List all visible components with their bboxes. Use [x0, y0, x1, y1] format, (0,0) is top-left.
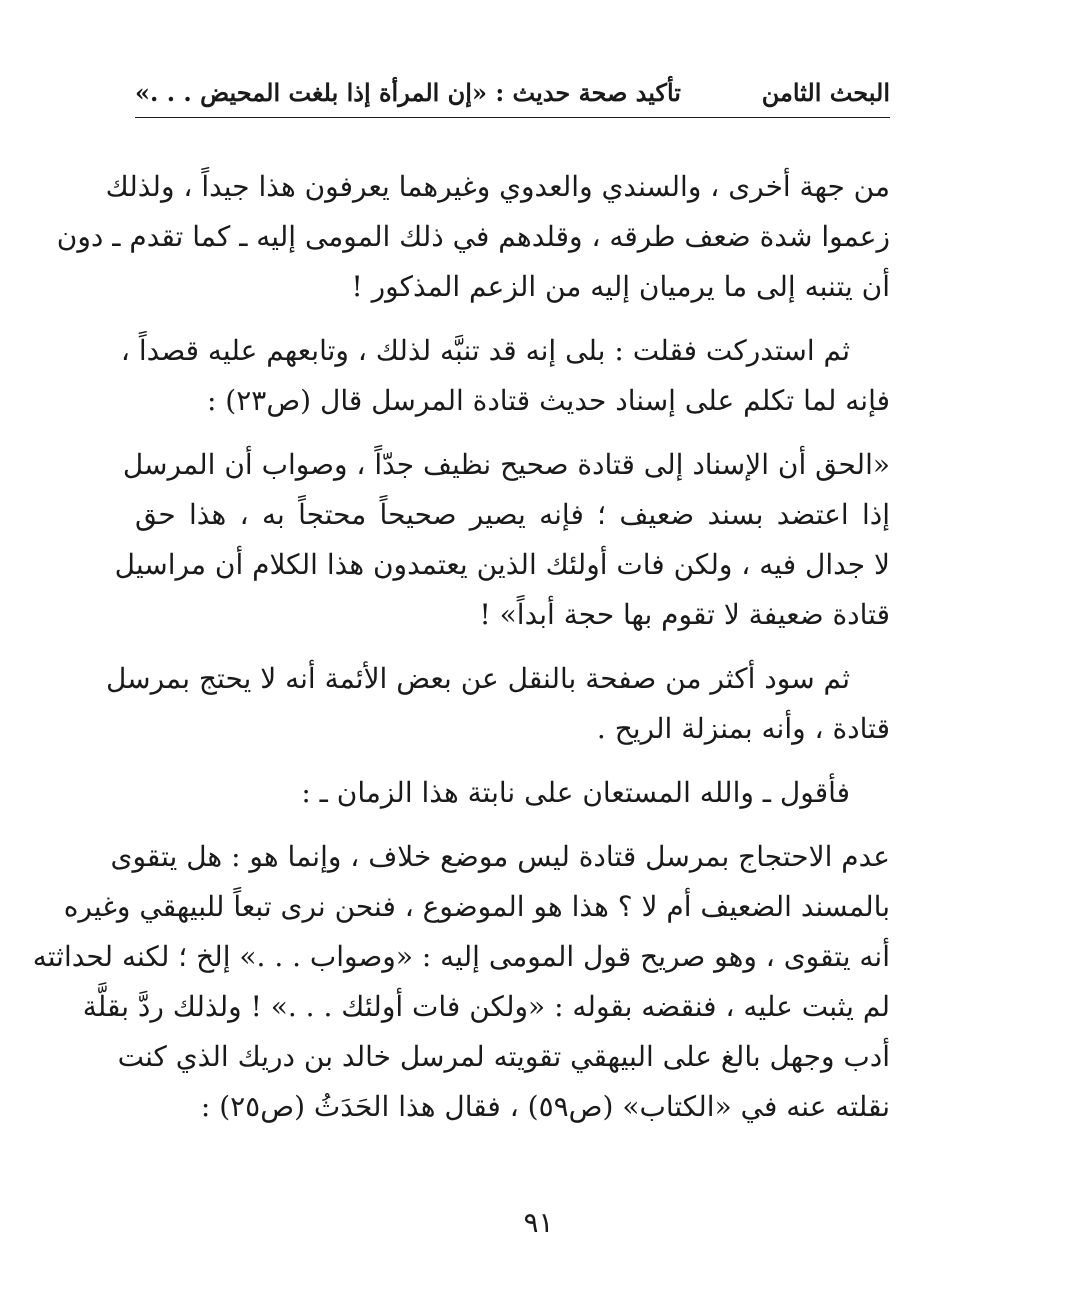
text-line: أدب وجهل بالغ على البيهقي تقويته لمرسل خالد بن دريك الذي كنت — [117, 1040, 890, 1073]
running-title: تأكيد صحة حديث : «إن المرأة إذا بلغت المحيض . . .» — [135, 78, 681, 107]
text-line: بالمسند الضعيف أم لا ؟ هذا هو الموضوع ، فنحن نرى تبعاً للبيهقي وغيره — [63, 890, 890, 923]
text-line: من جهة أخرى ، والسندي والعدوي وغيرهما يعرفون هذا جيداً ، ولذلك — [105, 170, 890, 203]
header-divider — [135, 117, 890, 118]
running-header — [135, 72, 890, 116]
text-line: نقلته عنه في «الكتاب» (ص٥٩) ، فقال هذا الحَدَثُ (ص٢٥) : — [200, 1090, 890, 1123]
text-line: ثم سود أكثر من صفحة بالنقل عن بعض الأئمة أنه لا يحتج بمرسل — [105, 662, 850, 695]
text-line: عدم الاحتجاج بمرسل قتادة ليس موضع خلاف ، وإنما هو : هل يتقوى — [110, 840, 890, 873]
text-line: لم يثبت عليه ، فنقضه بقوله : «ولكن فات أولئك . . .» ! ولذلك ردَّ بقلَّة — [82, 990, 890, 1023]
text-line: قتادة ، وأنه بمنزلة الريح . — [596, 712, 890, 745]
paragraph — [120, 326, 890, 426]
page-number: ٩١ — [523, 1206, 554, 1239]
quote-paragraph — [114, 440, 890, 640]
text-line: قتادة ضعيفة لا تقوم بها حجة أبداً» ! — [479, 598, 890, 631]
paragraph — [105, 654, 890, 754]
text-line: لا جدال فيه ، ولكن فات أولئك الذين يعتمدون هذا الكلام أن مراسيل — [114, 548, 890, 581]
text-line: «الحق أن الإسناد إلى قتادة صحيح نظيف جدّاً ، وصواب أن المرسل — [122, 448, 890, 481]
text-line: فأقول ـ والله المستعان على نابتة هذا الزمان ـ : — [301, 776, 850, 809]
paragraph — [135, 768, 890, 818]
chapter-title: البحث الثامن — [761, 78, 890, 107]
text-line: إذا اعتضد بسند ضعيف ؛ فإنه يصير صحيحاً محتجاً به ، هذا حق — [135, 498, 890, 531]
text-line: أنه يتقوى ، وهو صريح قول المومى إليه : «وصواب . . .» إلخ ؛ لكنه لحداثته — [32, 940, 890, 973]
page-body — [32, 162, 890, 1146]
paragraph — [32, 832, 890, 1132]
paragraph — [56, 162, 890, 312]
text-line: أن يتنبه إلى ما يرميان إليه من الزعم المذكور ! — [351, 270, 890, 303]
text-line: زعموا شدة ضعف طرقه ، وقلدهم في ذلك المومى إليه ـ كما تقدم ـ دون — [56, 220, 890, 253]
text-line: ثم استدركت فقلت : بلى إنه قد تنبَّه لذلك ، وتابعهم عليه قصداً ، — [120, 334, 850, 367]
text-line: فإنه لما تكلم على إسناد حديث قتادة المرسل قال (ص٢٣) : — [206, 384, 890, 417]
